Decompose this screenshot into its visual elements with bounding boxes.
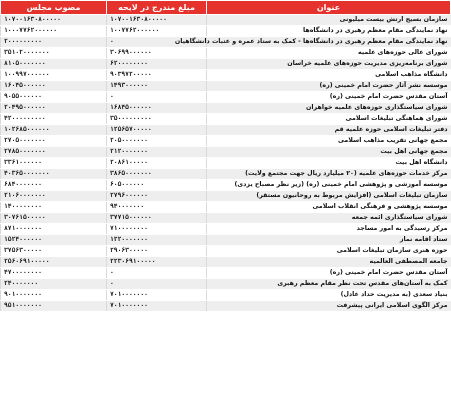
row-approved: ۱۵۲۴۰۰۰۰۰۰ — [1, 235, 107, 246]
row-approved: ۱۶۰۴۵۰۰۰۰۰۰ — [1, 81, 107, 92]
row-title: شورای سیاستگذاری حوزه‌های علمیه خواهران — [207, 103, 451, 114]
header-row — [1, 1, 451, 15]
row-approved: ۱۴۰۰۰۰۰۰۰۰ — [1, 202, 107, 213]
row-proposed: ۰ — [107, 92, 207, 103]
row-approved: ۴۲۰۰۰۰۰۰۰۰۰ — [1, 114, 107, 125]
table-row — [1, 136, 451, 147]
row-proposed: ۹۰۳۹۷۲۰۰۰۰۰ — [107, 70, 207, 81]
row-proposed: ۳۷۷۱۵۰۰۰۰۰۰ — [107, 213, 207, 224]
row-proposed: ۱۰۷۰۰۱۶۳۰۸۰۰۰۰۰ — [107, 15, 207, 26]
row-title: سازمان بسیج ارتش بیست میلیونی — [207, 15, 451, 26]
row-title: ستاد اقامه نماز — [207, 235, 451, 246]
row-title: مجمع جهانی اهل بیت — [207, 147, 451, 158]
row-title: مرکز خدمات حوزه‌های علمیه (۲۰ میلیارد ریال جهت مجتمع ولایت) — [207, 169, 451, 180]
table-row — [1, 279, 451, 290]
row-title: شورای هماهنگی تبلیغات اسلامی — [207, 114, 451, 125]
table-row — [1, 158, 451, 169]
row-approved: ۸۷۱۰۰۰۰۰۰۰ — [1, 224, 107, 235]
row-title: موسسه نشر آثار حضرت امام خمینی (ره) — [207, 81, 451, 92]
row-approved: ۹۰۱۰۰۰۰۰۰۰ — [1, 290, 107, 301]
table-row — [1, 59, 451, 70]
row-proposed: ۳۵۰۰۰۰۰۰۰۰۰ — [107, 114, 207, 125]
row-title: سازمان تبلیغات اسلامی (افزایش مربوط به روحانیون مستقر) — [207, 191, 451, 202]
row-title: نهاد نمایندگی مقام معظم رهبری در دانشگاه‌ها - کمک به ستاد عمره و عتبات دانشگاهیان — [207, 37, 451, 48]
row-title: دفتر تبلیغات اسلامی حوزه علمیه قم — [207, 125, 451, 136]
table-row — [1, 147, 451, 158]
table-row — [1, 202, 451, 213]
row-title: شورای برنامه‌ریزی مدیریت حوزه‌های علمیه خراسان — [207, 59, 451, 70]
table-row — [1, 81, 451, 92]
table-row — [1, 224, 451, 235]
row-title: شورای سیاستگذاری ائمه جمعه — [207, 213, 451, 224]
row-proposed: ۰ — [107, 268, 207, 279]
row-approved: ۲۰۰۰۰۰۰۰۰۰ — [1, 37, 107, 48]
header-approved: مصوب مجلس — [1, 1, 107, 15]
table-row — [1, 114, 451, 125]
row-proposed: ۲۰۵۰۰۰۰۰۰۰ — [107, 136, 207, 147]
row-title: دانشگاه مذاهب اسلامی — [207, 70, 451, 81]
row-approved: ۳۳۶۱۰۰۰۰۰۰ — [1, 158, 107, 169]
row-title: آستان مقدس حضرت امام خمینی (ره) — [207, 268, 451, 279]
row-approved: ۹۰۵۵۰۰۰۰۰۰ — [1, 92, 107, 103]
row-approved: ۹۵۱۰۰۰۰۰۰۰ — [1, 301, 107, 312]
row-approved: ۳۷۵۶۳۰۰۰۰۰ — [1, 246, 107, 257]
table-row — [1, 180, 451, 191]
table-row — [1, 169, 451, 180]
row-approved: ۲۷۸۵۰۰۰۰۰۰۰ — [1, 147, 107, 158]
row-approved: ۲۴۰۰۰۰۰۰۰ — [1, 279, 107, 290]
row-approved: ۱۰۲۶۸۵۰۰۰۰۰۰ — [1, 125, 107, 136]
row-title: دانشگاه اهل بیت — [207, 158, 451, 169]
row-title: بنیاد سعدی (به مدیریت حداد عادل) — [207, 290, 451, 301]
row-title: مرکز رسیدگی به امور مساجد — [207, 224, 451, 235]
row-approved: ۲۷۰۵۰۰۰۰۰۰۰ — [1, 136, 107, 147]
row-title: کمک به آستان‌های مقدس تحت نظر مقام معظم رهبری — [207, 279, 451, 290]
row-proposed: ۱۰۰۷۷۶۲۰۰۰۰۰۰ — [107, 26, 207, 37]
table-row — [1, 290, 451, 301]
row-approved: ۲۰۴۹۵۰۰۰۰۰۰ — [1, 103, 107, 114]
row-title: موسسه پژوهشی و فرهنگی انقلاب اسلامی — [207, 202, 451, 213]
row-proposed: ۹۴۰۰۰۰۰۰۰ — [107, 202, 207, 213]
row-proposed: ۲۰۸۶۱۰۰۰۰۰ — [107, 158, 207, 169]
table-row — [1, 48, 451, 59]
row-approved: ۱۰۷۰۰۱۶۳۰۸۰۰۰۰۰ — [1, 15, 107, 26]
row-approved: ۳۰۷۶۱۵۰۰۰۰۰ — [1, 213, 107, 224]
row-title: موسسه آموزشی و پژوهشی امام خمینی (ره) (زیر نظر مصباح یزدی) — [207, 180, 451, 191]
row-proposed: ۶۲۰۰۰۰۰۰۰۰ — [107, 59, 207, 70]
row-proposed: ۲۷۹۶۰۰۰۰۰۰ — [107, 191, 207, 202]
row-proposed: ۷۱۰۰۰۰۰۰۰۰ — [107, 224, 207, 235]
table-row — [1, 213, 451, 224]
row-proposed: ۱۶۸۴۵۰۰۰۰۰۰ — [107, 103, 207, 114]
table-row — [1, 246, 451, 257]
table-row — [1, 235, 451, 246]
row-title: حوزه هنری سازمان تبلیغات اسلامی — [207, 246, 451, 257]
row-proposed: ۳۰۶۹۹۰۰۰۰۰۰ — [107, 48, 207, 59]
row-title: مجمع جهانی تقریب مذاهب اسلامی — [207, 136, 451, 147]
row-proposed: ۲۱۲۰۰۰۰۰۰۰ — [107, 147, 207, 158]
table-row — [1, 26, 451, 37]
table-body — [1, 15, 451, 312]
table-row — [1, 70, 451, 81]
table-row — [1, 103, 451, 114]
table-row — [1, 15, 451, 26]
row-proposed: ۲۹۰۶۳۰۰۰۰۰ — [107, 246, 207, 257]
row-approved: ۱۰۰۰۷۷۶۲۰۰۰۰۰۰ — [1, 26, 107, 37]
row-proposed: ۰ — [107, 37, 207, 48]
row-proposed: ۶۰۵۰۰۰۰۰۰ — [107, 180, 207, 191]
row-proposed: ۱۲۲۰۰۰۰۰۰۰ — [107, 235, 207, 246]
header-proposed: مبلغ مندرج در لایحه — [107, 1, 207, 15]
row-proposed: ۷۰۱۰۰۰۰۰۰۰ — [107, 301, 207, 312]
row-approved: ۲۵۶۰۶۹۱۰۰۰۰۰ — [1, 257, 107, 268]
row-title: آستان مقدس حضرت امام خمینی (ره) — [207, 92, 451, 103]
row-title: جامعه المصطفی العالمیه — [207, 257, 451, 268]
table-row — [1, 191, 451, 202]
row-proposed: ۳۸۶۵۰۰۰۰۰۰۰ — [107, 169, 207, 180]
table-row — [1, 92, 451, 103]
row-proposed: ۷۰۱۰۰۰۰۰۰۰ — [107, 290, 207, 301]
table-row — [1, 37, 451, 48]
row-approved: ۴۷۰۰۰۰۰۰۰۰ — [1, 268, 107, 279]
table-row — [1, 257, 451, 268]
row-title: نهاد نمایندگی مقام معظم رهبری در دانشگاه‌ها — [207, 26, 451, 37]
row-approved: ۴۰۳۶۵۰۰۰۰۰۰۰ — [1, 169, 107, 180]
row-title: شورای عالی حوزه‌های علمیه — [207, 48, 451, 59]
header-title: عنوان — [207, 1, 451, 15]
row-approved: ۱۰۰۹۹۷۰۰۰۰۰۰ — [1, 70, 107, 81]
row-approved: ۸۱۰۵۰۰۰۰۰۰۰ — [1, 59, 107, 70]
row-proposed: ۰ — [107, 279, 207, 290]
row-approved: ۲۱۰۶۰۰۰۰۰۰۰ — [1, 191, 107, 202]
row-approved: ۶۸۴۰۰۰۰۰۰۰ — [1, 180, 107, 191]
row-title: مرکز الگوی اسلامی ایرانی پیشرفت — [207, 301, 451, 312]
table-row — [1, 125, 451, 136]
table-row — [1, 301, 451, 312]
row-proposed: ۱۲۵۶۵۷۰۰۰۰۰ — [107, 125, 207, 136]
row-proposed: ۱۴۹۳۰۰۰۰۰۰ — [107, 81, 207, 92]
row-proposed: ۲۲۳۰۶۹۱۰۰۰۰۰ — [107, 257, 207, 268]
row-approved: ۳۵۱۰۲۰۰۰۰۰۰۰ — [1, 48, 107, 59]
table-row — [1, 268, 451, 279]
